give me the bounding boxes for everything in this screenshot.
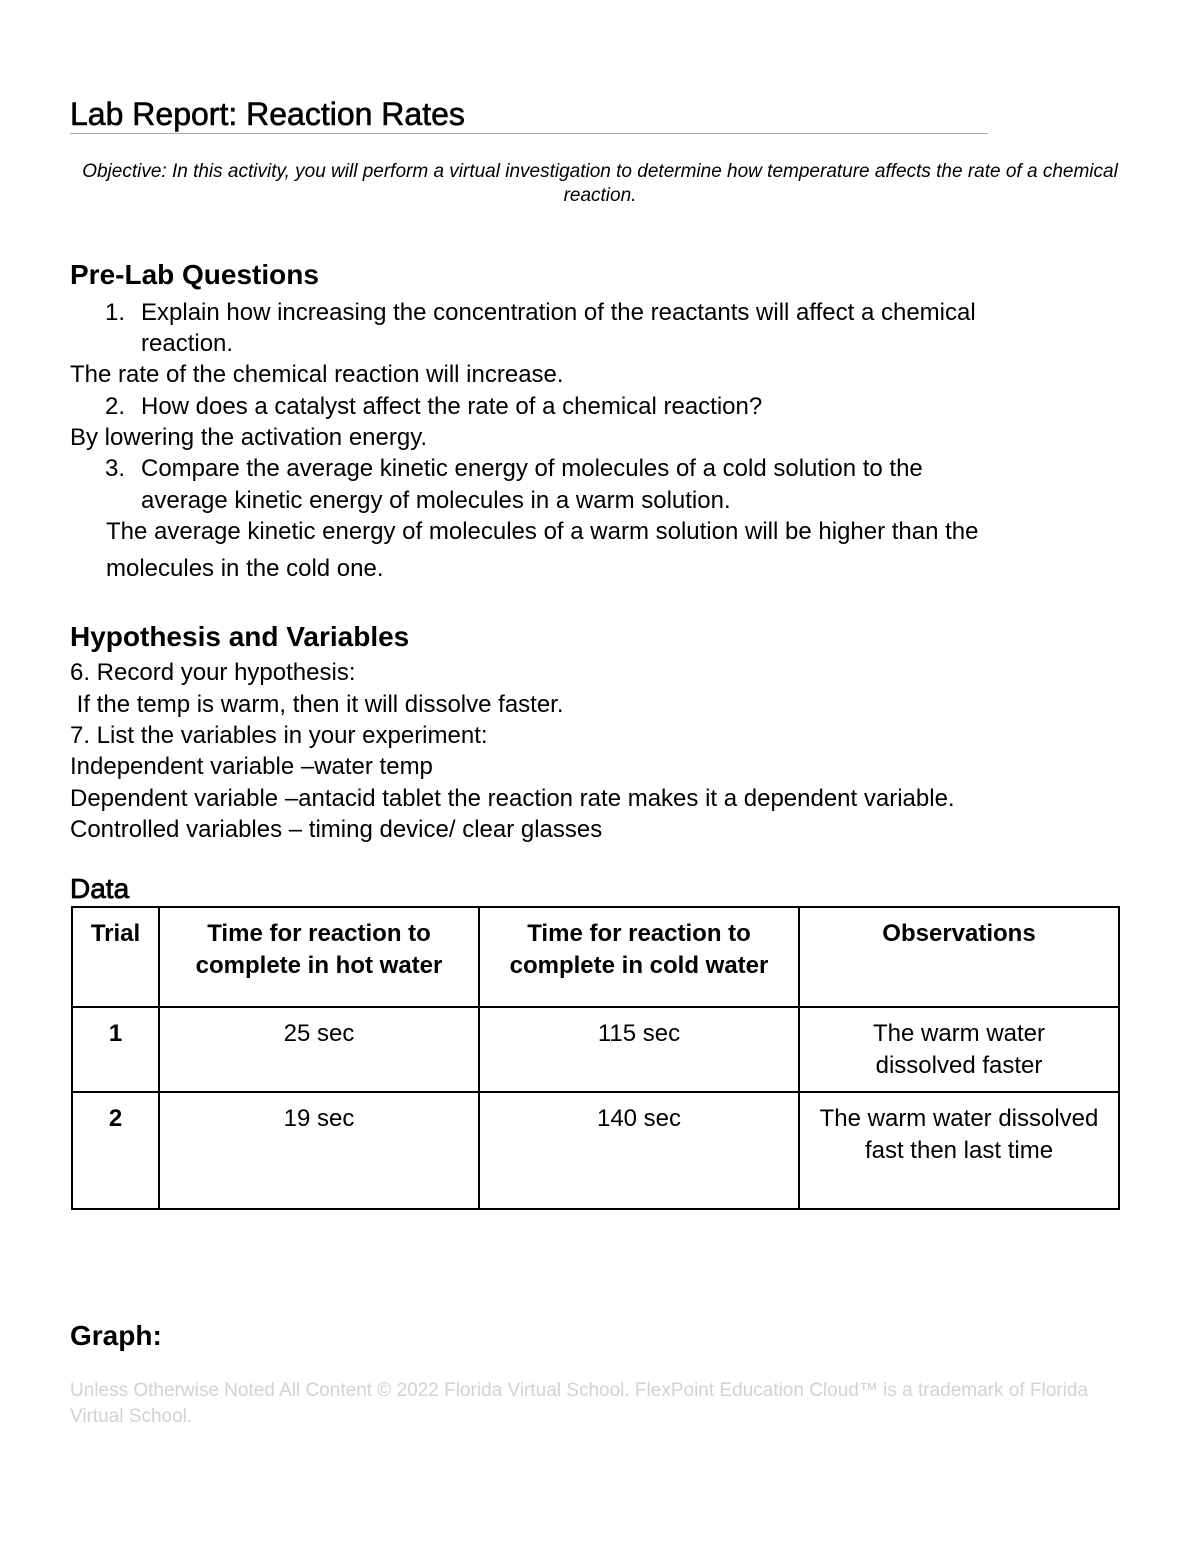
question-3-line-2: average kinetic energy of molecules in a warm solution. <box>141 487 731 514</box>
trial-cell: 1 <box>72 1007 159 1092</box>
observation-cell: The warm water dissolved faster <box>799 1007 1119 1092</box>
copyright-footer: Unless Otherwise Noted All Content © 2022 Florida Virtual School. FlexPoint Education Cloud™ is a trademark of Florida Virtual School. <box>70 1380 1088 1427</box>
hot-water-cell: 25 sec <box>159 1007 479 1092</box>
observation-cell: The warm water dissolved fast then last time <box>799 1092 1119 1209</box>
answer-2: By lowering the activation energy. <box>70 424 428 451</box>
header-observations: Observations <box>799 907 1119 1007</box>
hypothesis-answer: If the temp is warm, then it will dissolve faster. <box>70 691 564 718</box>
prelab-heading: Pre-Lab Questions <box>70 259 319 290</box>
header-cold-water: Time for reaction to complete in cold water <box>479 907 799 1007</box>
answer-1: The rate of the chemical reaction will increase. <box>70 361 564 388</box>
header-hot-water: Time for reaction to complete in hot water <box>159 907 479 1007</box>
question-3-line-1: Compare the average kinetic energy of molecules of a cold solution to the <box>141 455 923 482</box>
graph-heading: Graph: <box>70 1320 162 1351</box>
page-title: Lab Report: Reaction Rates <box>70 95 988 134</box>
question-7: 7. List the variables in your experiment: <box>70 722 488 749</box>
question-number-3: 3. <box>105 455 126 482</box>
trial-cell: 2 <box>72 1092 159 1209</box>
answer-3-line-1: The average kinetic energy of molecules of a warm solution will be higher than the <box>106 518 979 545</box>
question-6: 6. Record your hypothesis: <box>70 659 356 686</box>
cold-water-cell: 115 sec <box>479 1007 799 1092</box>
header-trial: Trial <box>72 907 159 1007</box>
question-2: How does a catalyst affect the rate of a chemical reaction? <box>141 393 763 420</box>
question-1-line-1: Explain how increasing the concentration of the reactants will affect a chemical <box>141 299 976 326</box>
dependent-variable: Dependent variable –antacid tablet the reaction rate makes it a dependent variable. <box>70 785 955 812</box>
objective-text: Objective: In this activity, you will perform a virtual investigation to determine how temperature affects the rate of a chemical reaction. <box>82 161 1118 206</box>
data-heading: Data <box>70 873 130 904</box>
question-number-2: 2. <box>105 393 126 420</box>
hot-water-cell: 19 sec <box>159 1092 479 1209</box>
cold-water-cell: 140 sec <box>479 1092 799 1209</box>
data-table <box>71 906 1120 1210</box>
question-1-line-2: reaction. <box>141 330 234 357</box>
independent-variable: Independent variable –water temp <box>70 753 433 780</box>
table-header-row <box>72 907 1119 1007</box>
table-row <box>72 1092 1119 1209</box>
answer-3-line-2: molecules in the cold one. <box>106 555 384 582</box>
controlled-variables: Controlled variables – timing device/ clear glasses <box>70 816 603 843</box>
question-number-1: 1. <box>105 299 126 326</box>
table-row <box>72 1007 1119 1092</box>
hypothesis-heading: Hypothesis and Variables <box>70 621 410 652</box>
